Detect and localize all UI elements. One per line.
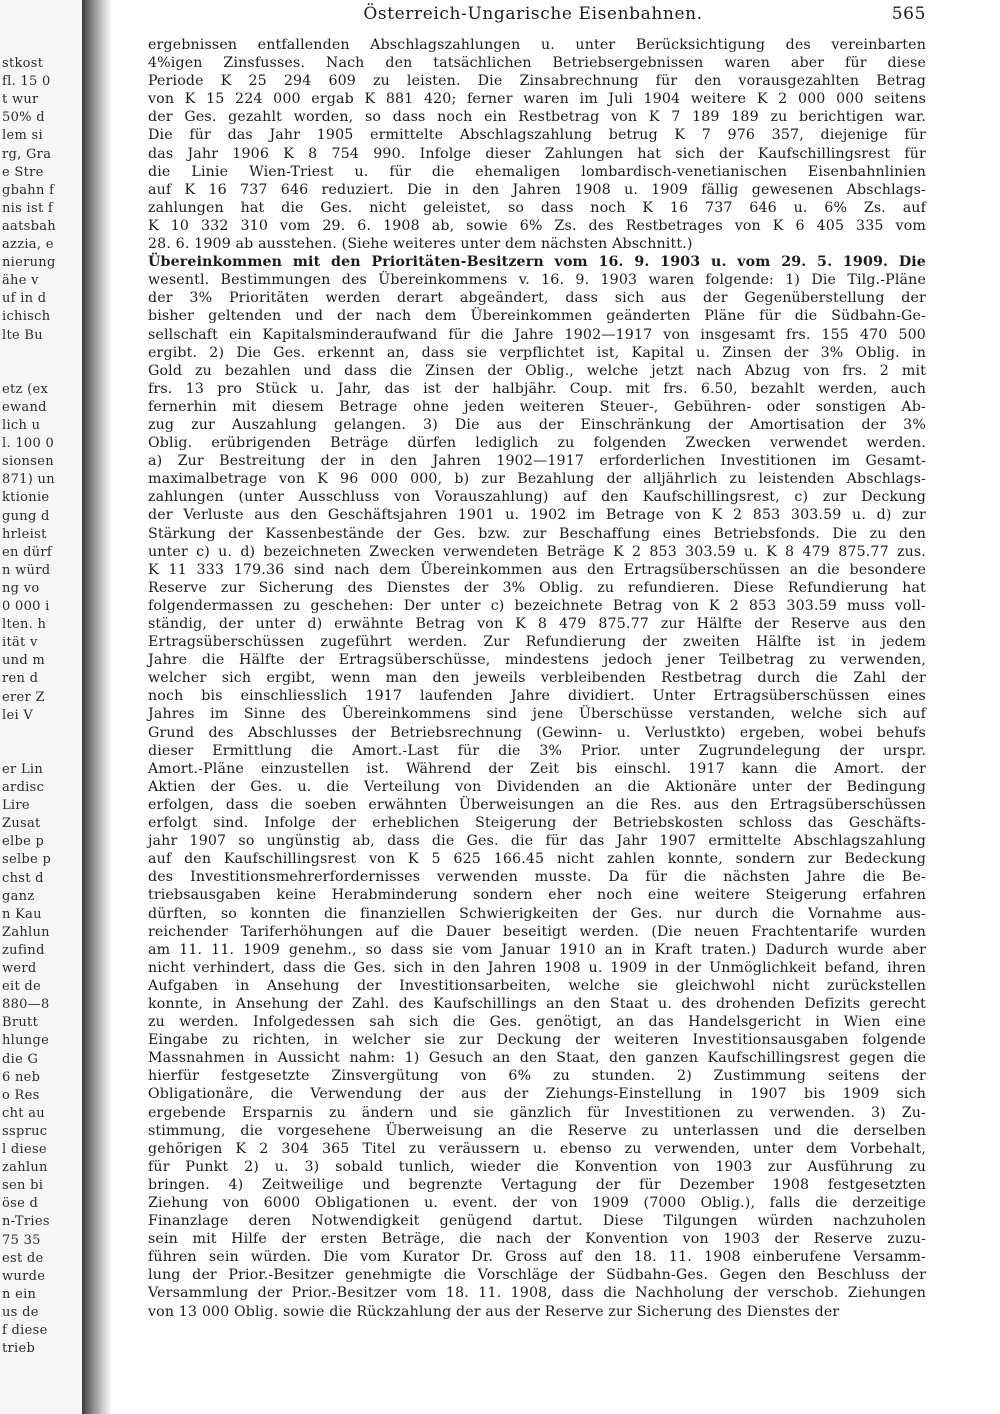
text-line: zahlungen hat die Ges. nicht geleistet, so dass noch K 16 737 646 u. 6% Zs. auf <box>148 199 926 216</box>
fragment-line: n ein <box>2 1286 37 1302</box>
fragment-line: 6 neb <box>2 1069 41 1085</box>
text-line: Amort.-Pläne einzustellen ist. Während der Zeit bis einschl. 1917 kann die Amort. der <box>148 760 926 777</box>
text-line: Gold zu bezahlen und dass die Zinsen der Oblig., welche jetzt nach Abzug von frs. 2 mit <box>148 362 926 379</box>
fragment-line: aatsbah <box>2 218 56 234</box>
text-line: reichender Tariferhöhungen auf die Dauer beseitigt werden. (Die neuen Frachtentarife wurden <box>148 923 926 940</box>
fragment-line: ng vo <box>2 580 40 596</box>
text-line: zahlungen (unter Ausschluss von Vorauszahlung) auf den Kaufschillingsrest, c) zur Deckung <box>148 489 926 506</box>
fragment-line: 871) un <box>2 472 55 488</box>
fragment-line: n Kau <box>2 906 42 922</box>
fragment-line: lich u <box>2 418 41 433</box>
text-line: Versammlung der Prior.-Besitzer vom 18. 11. 1908, dass die Nachholung der verschob. Ziehungen <box>148 1285 926 1302</box>
fragment-line: 75 35 <box>2 1232 41 1248</box>
text-line: unter c) u. d) bezeichneten Zwecken verwendeten Beträge K 2 853 303.59 u. K 8 479 875.77 zus. <box>148 543 926 560</box>
text-line: auf K 16 737 646 reduziert. Die in den Jahren 1908 u. 1909 fällig gewesenen Abschlags- <box>148 181 926 198</box>
text-line: sein mit Hilfe der ersten Beträge, die nach der Konvention von 1903 der Reserve zuzu- <box>148 1231 926 1248</box>
fragment-line: elbe p <box>2 834 45 850</box>
fragment-line: Zahlun <box>2 924 50 940</box>
fragment-line: eit de <box>2 979 42 995</box>
text-line: dieser Ermittlung die Amort.-Last für die 3% Prior. unter Zugrundelegung der urspr. <box>148 742 926 759</box>
text-line: die Linie Wien-Triest u. für die ehemaligen lombardisch-venetianischen Eisenbahnlinien <box>148 163 926 180</box>
fragment-line: ktionie <box>2 490 50 506</box>
fragment-line: wurde <box>2 1268 46 1284</box>
fragment-line: werd <box>2 961 37 976</box>
fragment-line: n würd <box>2 562 51 578</box>
text-line: der Ges. gezahlt worden, so dass noch ein Restbetrag von K 7 189 189 zu berichtigen war. <box>148 109 926 126</box>
fragment-line: nierung <box>2 255 56 271</box>
fragment-line: und m <box>2 653 46 669</box>
text-line: das Jahr 1906 K 8 754 990. Infolge dieser Zahlungen hat sich der Kaufschillingsrest für <box>148 145 926 162</box>
fragment-line: lte Bu <box>2 327 43 343</box>
fragment-line: hrleist <box>2 526 47 542</box>
text-line: Die für das Jahr 1905 ermittelte Abschlagszahlung betrug K 7 976 357, diejenige für <box>148 127 926 144</box>
text-line: Reserve zur Sicherung des Dienstes der 3% Oblig. zu refundieren. Diese Refundierung hat <box>148 579 926 596</box>
fragment-line: ren d <box>2 671 39 687</box>
text-line: am 11. 11. 1909 genehm., so dass sie vom Januar 1910 an in Kraft traten.) Dadurch wurde aber <box>148 941 926 958</box>
fragment-line: etz (ex <box>2 381 49 397</box>
text-line: welcher sich ergibt, wenn man den jeweils verbleibenden Restbetrag durch die Zahl der <box>148 670 926 687</box>
text-line: sellschaft ein Kapitalsminderaufwand für die Jahre 1902—1917 von insgesamt frs. 155 470 500 <box>148 326 926 343</box>
fragment-line: fl. 15 0 <box>2 74 51 90</box>
fragment-line: sen bi <box>2 1178 44 1194</box>
text-line: auf den Kaufschillingsrest von K 5 625 166.45 nicht zahlen konnte, sondern zur Bedeckung <box>148 851 926 868</box>
text-line: bringen. 4) Zeitweilige und begrenzte Vertagung der für Dezember 1908 festgesetzten <box>148 1176 926 1193</box>
text-line: wesentl. Bestimmungen des Übereinkommens v. 16. 9. 1903 waren folgende: 1) Die Tilg.-Pläne <box>148 272 926 289</box>
fragment-line: Lire <box>2 798 30 814</box>
text-line: erfolgen, dass die soeben erwähnten Überweisungen an die Res. aus den Ertragsüberschüssen <box>148 796 926 813</box>
fragment-line: er Lin <box>2 761 44 777</box>
text-line: noch bis einschliesslich 1917 laufenden Jahre dividiert. Unter Ertragsüberschüssen eines <box>148 688 926 705</box>
text-line: Massnahmen in Aussicht nahm: 1) Gesuch an den Staat, den ganzen Kaufschillingsrest gegen die <box>148 1050 926 1067</box>
fragment-line: zufind <box>2 942 45 958</box>
fragment-line: ähe v <box>2 273 39 289</box>
text-line: ergebende Ersparnis zu ändern und sie gänzlich für Investitionen zu verwenden. 3) Zu- <box>148 1104 926 1121</box>
fragment-line: erer Z <box>2 689 45 705</box>
text-line: K 11 333 179.36 sind nach dem Übereinkommen aus den Ertragsüberschüssen an die besondere <box>148 561 926 578</box>
fragment-line: n-Tries <box>2 1214 50 1230</box>
fragment-line: die G <box>2 1051 39 1067</box>
fragment-line: ganz <box>2 888 35 904</box>
fragment-line: hlunge <box>2 1033 50 1049</box>
text-line: a) Zur Bestreitung der in den Jahren 1902—1917 erforderlichen Investitionen im Gesamt- <box>148 453 926 470</box>
fragment-line: ichisch <box>2 309 51 325</box>
text-line: K 10 332 310 vom 29. 6. 1908 ab, sowie 6% Zs. des Restbetrages von K 6 405 335 vom <box>148 217 926 234</box>
fragment-line: lten. h <box>2 617 47 633</box>
text-line: Jahre die Hälfte der Ertragsüberschüsse, mindestens jedoch jener Teilbetrag zu verwenden, <box>148 652 926 669</box>
text-line: Ziehung von 6000 Obligationen u. event. der von 1909 (7000 Oblig.), falls die derzeitige <box>148 1195 926 1211</box>
section-heading-line: Übereinkommen mit den Prioritäten-Besitzern vom 16. 9. 1903 u. vom 29. 5. 1909. Die <box>148 254 926 271</box>
fragment-line: lem si <box>2 128 43 144</box>
fragment-line: ewand <box>2 399 47 415</box>
text-line: Grund des Abschlusses der Betriebsrechnung (Gewinn- u. Verlustkto) ergeben, wobei behufs <box>148 724 926 741</box>
text-line: Aufgaben in Ansehung der Investitionsarbeiten, welche sie gleichwohl nicht zurückstellen <box>148 977 926 994</box>
fragment-line: lei V <box>2 707 34 723</box>
text-line: Ertragsüberschüssen zugeführt werden. Zur Refundierung der zweiten Hälfte ist in jedem <box>148 634 926 651</box>
fragment-line: en dürf <box>2 544 53 560</box>
fragment-line: trieb <box>2 1341 36 1357</box>
text-line: Aktien der Ges. u. die Verteilung von Dividenden an die Aktionäre unter der Bedingung <box>148 778 926 795</box>
text-line: Oblig. erübrigenden Beträge dürfen lediglich zu folgenden Zwecken verwendet werden. <box>148 435 926 452</box>
text-line: stimmung, die vorgesehene Überweisung an die Reserve zu unterlassen und die derselben <box>148 1122 926 1139</box>
text-line: triebsausgaben keine Herabminderung sondern eher noch eine weitere Steigerung erfahren <box>148 887 926 904</box>
body-text <box>148 36 926 1321</box>
fragment-line: e Stre <box>2 164 44 180</box>
fragment-line: l. 100 0 <box>2 436 55 452</box>
fragment-line: 0 000 i <box>2 599 50 614</box>
fragment-line: stkost <box>2 56 44 71</box>
text-line: hierfür festgesetzte Zinsvergütung von 6% zu stunden. 2) Zustimmung seitens der <box>148 1068 926 1085</box>
fragment-line: t wur <box>2 92 39 108</box>
text-line: Obligationäre, die Verwendung der aus der Ziehungs-Einstellung in 1907 bis 1909 sich <box>148 1086 926 1103</box>
fragment-line: ität v <box>2 635 38 651</box>
text-line: der Verluste aus den Geschäftsjahren 1901 u. 1902 im Betrage von K 2 853 303.59 u. d) zur <box>148 507 926 524</box>
fragment-line: gung d <box>2 508 50 524</box>
fragment-line: nis ist f <box>2 200 54 216</box>
fragment-line: Zusat <box>2 816 41 832</box>
text-line: erfolgt sind. Infolge der erheblichen Steigerung der Betriebskosten schloss das Geschäfts- <box>148 815 926 832</box>
fragment-line: cht au <box>2 1105 45 1121</box>
text-line: Jahres im Sinne des Übereinkommens sind jene Überschüsse verstanden, welche sich auf <box>148 706 926 723</box>
fragment-line: l diese <box>2 1142 47 1157</box>
text-line: bisher geltenden und der nach dem Übereinkommen geänderten Pläne für die Südbahn-Ge- <box>148 308 926 325</box>
text-line: jahr 1907 so ungünstig ab, dass die Ges. die für das Jahr 1907 ermittelte Abschlagszahlung <box>148 833 926 850</box>
fragment-line: Brutt <box>2 1015 39 1031</box>
text-line: 28. 6. 1909 ab ausstehen. (Siehe weiteres unter dem nächsten Abschnitt.) <box>148 236 693 253</box>
text-line: konnte, in Ansehung der Zahl. des Kaufschillings an den Staat u. des drohenden Defizits gerecht <box>148 995 926 1012</box>
text-line: Finanzlage deren Notwendigkeit genügend dartut. Diese Tilgungen würden nachzuholen <box>148 1213 926 1230</box>
text-line: folgendermassen zu geschehen: Der unter c) bezeichnete Betrag von K 2 853 303.59 muss voll- <box>148 597 926 614</box>
text-line: maximalbetrage von K 96 000 000, b) zur Bezahlung der alljährlich zu leistenden Abschlags- <box>148 471 926 488</box>
fragment-line: öse d <box>2 1196 39 1212</box>
fragment-line: sionsen <box>2 454 54 470</box>
binding-shadow <box>82 0 112 1414</box>
text-line: von K 15 224 000 ergab K 881 420; ferner waren im Juli 1904 weitere K 2 000 000 seitens <box>148 91 926 108</box>
text-line: für Punkt 2) u. 3) sobald tunlich, wieder die Konvention von 1903 zur Ausführung zu <box>148 1158 926 1175</box>
fragment-line: sspruc <box>2 1123 48 1139</box>
text-line: lung der Prior.-Besitzer genehmigte die Vorschläge der Südbahn-Ges. Gegen den Beschluss der <box>148 1267 926 1284</box>
text-line: dürften, so konnten die finanziellen Schwierigkeiten der Ges. nur durch die Vornahme aus- <box>148 905 926 922</box>
fragment-line: ardisc <box>2 780 45 795</box>
fragment-line: 50% d <box>2 110 45 126</box>
text-line: führen sein würden. Die vom Kurator Dr. Gross auf den 18. 11. 1908 einberufene Versamm- <box>148 1249 926 1266</box>
text-line: zu werden. Infolgedessen sah sich die Ges. genötigt, an das Handelsgericht in Wien eine <box>148 1014 926 1031</box>
text-line: der 3% Prioritäten werden derart abgeändert, dass sich aus der Gegenüberstellung der <box>148 290 926 307</box>
text-line: fernerhin mit diesem Betrage ohne jeden weiteren Steuer-, Gebühren- oder sonstigen Ab- <box>148 398 926 415</box>
fragment-line: est de <box>2 1250 44 1266</box>
running-title: Österreich-Ungarische Eisenbahnen. <box>363 4 703 24</box>
text-line: ergebnissen entfallenden Abschlagszahlungen u. unter Berücksichtigung des vereinbarten <box>148 37 926 53</box>
page-number: 565 <box>891 4 926 24</box>
text-line: Eingabe zu richten, in welcher sie zur Deckung der weiteren Investitionsausgaben folgende <box>148 1032 926 1049</box>
fragment-line: gbahn f <box>2 182 55 198</box>
text-line: gehörigen K 2 304 365 Titel zu veräussern u. ebenso zu verwenden, unter dem Vorbehalt, <box>148 1140 926 1157</box>
fragment-line: zahlun <box>2 1160 48 1176</box>
text-line: nicht verhindert, dass die Ges. sich in den Jahren 1908 u. 1909 in der Unmöglichkeit befand, ihren <box>148 959 926 976</box>
text-line: von 13 000 Oblig. sowie die Rückzahlung der aus der Reserve zur Sicherung des Dienstes der <box>148 1303 840 1320</box>
fragment-line: o Res <box>2 1087 40 1103</box>
text-line: 4%igen Zinsfusses. Nach den tatsächlichen Betriebsergebnissen waren aber für diese <box>148 55 926 72</box>
page-header <box>140 2 926 28</box>
fragment-line: azzia, e <box>2 237 54 252</box>
fragment-line: f diese <box>2 1323 48 1338</box>
fragment-line: selbe p <box>2 852 52 868</box>
fragment-line: us de <box>2 1304 39 1320</box>
text-line: ergibt. 2) Die Ges. erkennt an, dass sie verpflichtet ist, Kapital u. Zinsen der 3% Oblig. in <box>148 344 926 361</box>
adjacent-page-fragment <box>0 0 84 1414</box>
text-line: des Investitionsmehrerfordernisses verwenden musste. Da für die nächsten Jahre die Be- <box>148 869 926 886</box>
text-line: Periode K 25 294 609 zu leisten. Die Zinsabrechnung für den vorausgezahlten Betrag <box>148 73 926 90</box>
fragment-line: chst d <box>2 870 44 886</box>
text-line: ständig, der unter d) erwähnte Betrag von K 8 479 875.77 zur Hälfte der Reserve aus den <box>148 616 926 632</box>
text-line: frs. 13 pro Stück u. Jahr, das ist der halbjähr. Coup. mit frs. 6.50, bezahlt werden, auch <box>148 380 926 397</box>
fragment-line: uf in d <box>2 291 47 307</box>
fragment-line: 880—8 <box>2 997 50 1013</box>
text-line: Stärkung der Kassenbestände der Ges. bzw. zur Beschaffung eines Betriebsfonds. Die zu den <box>148 525 926 542</box>
fragment-line: rg, Gra <box>2 146 52 162</box>
text-line: zug zur Auszahlung gelangen. 3) Die aus der Einschränkung der Amortisation der 3% <box>148 416 926 433</box>
